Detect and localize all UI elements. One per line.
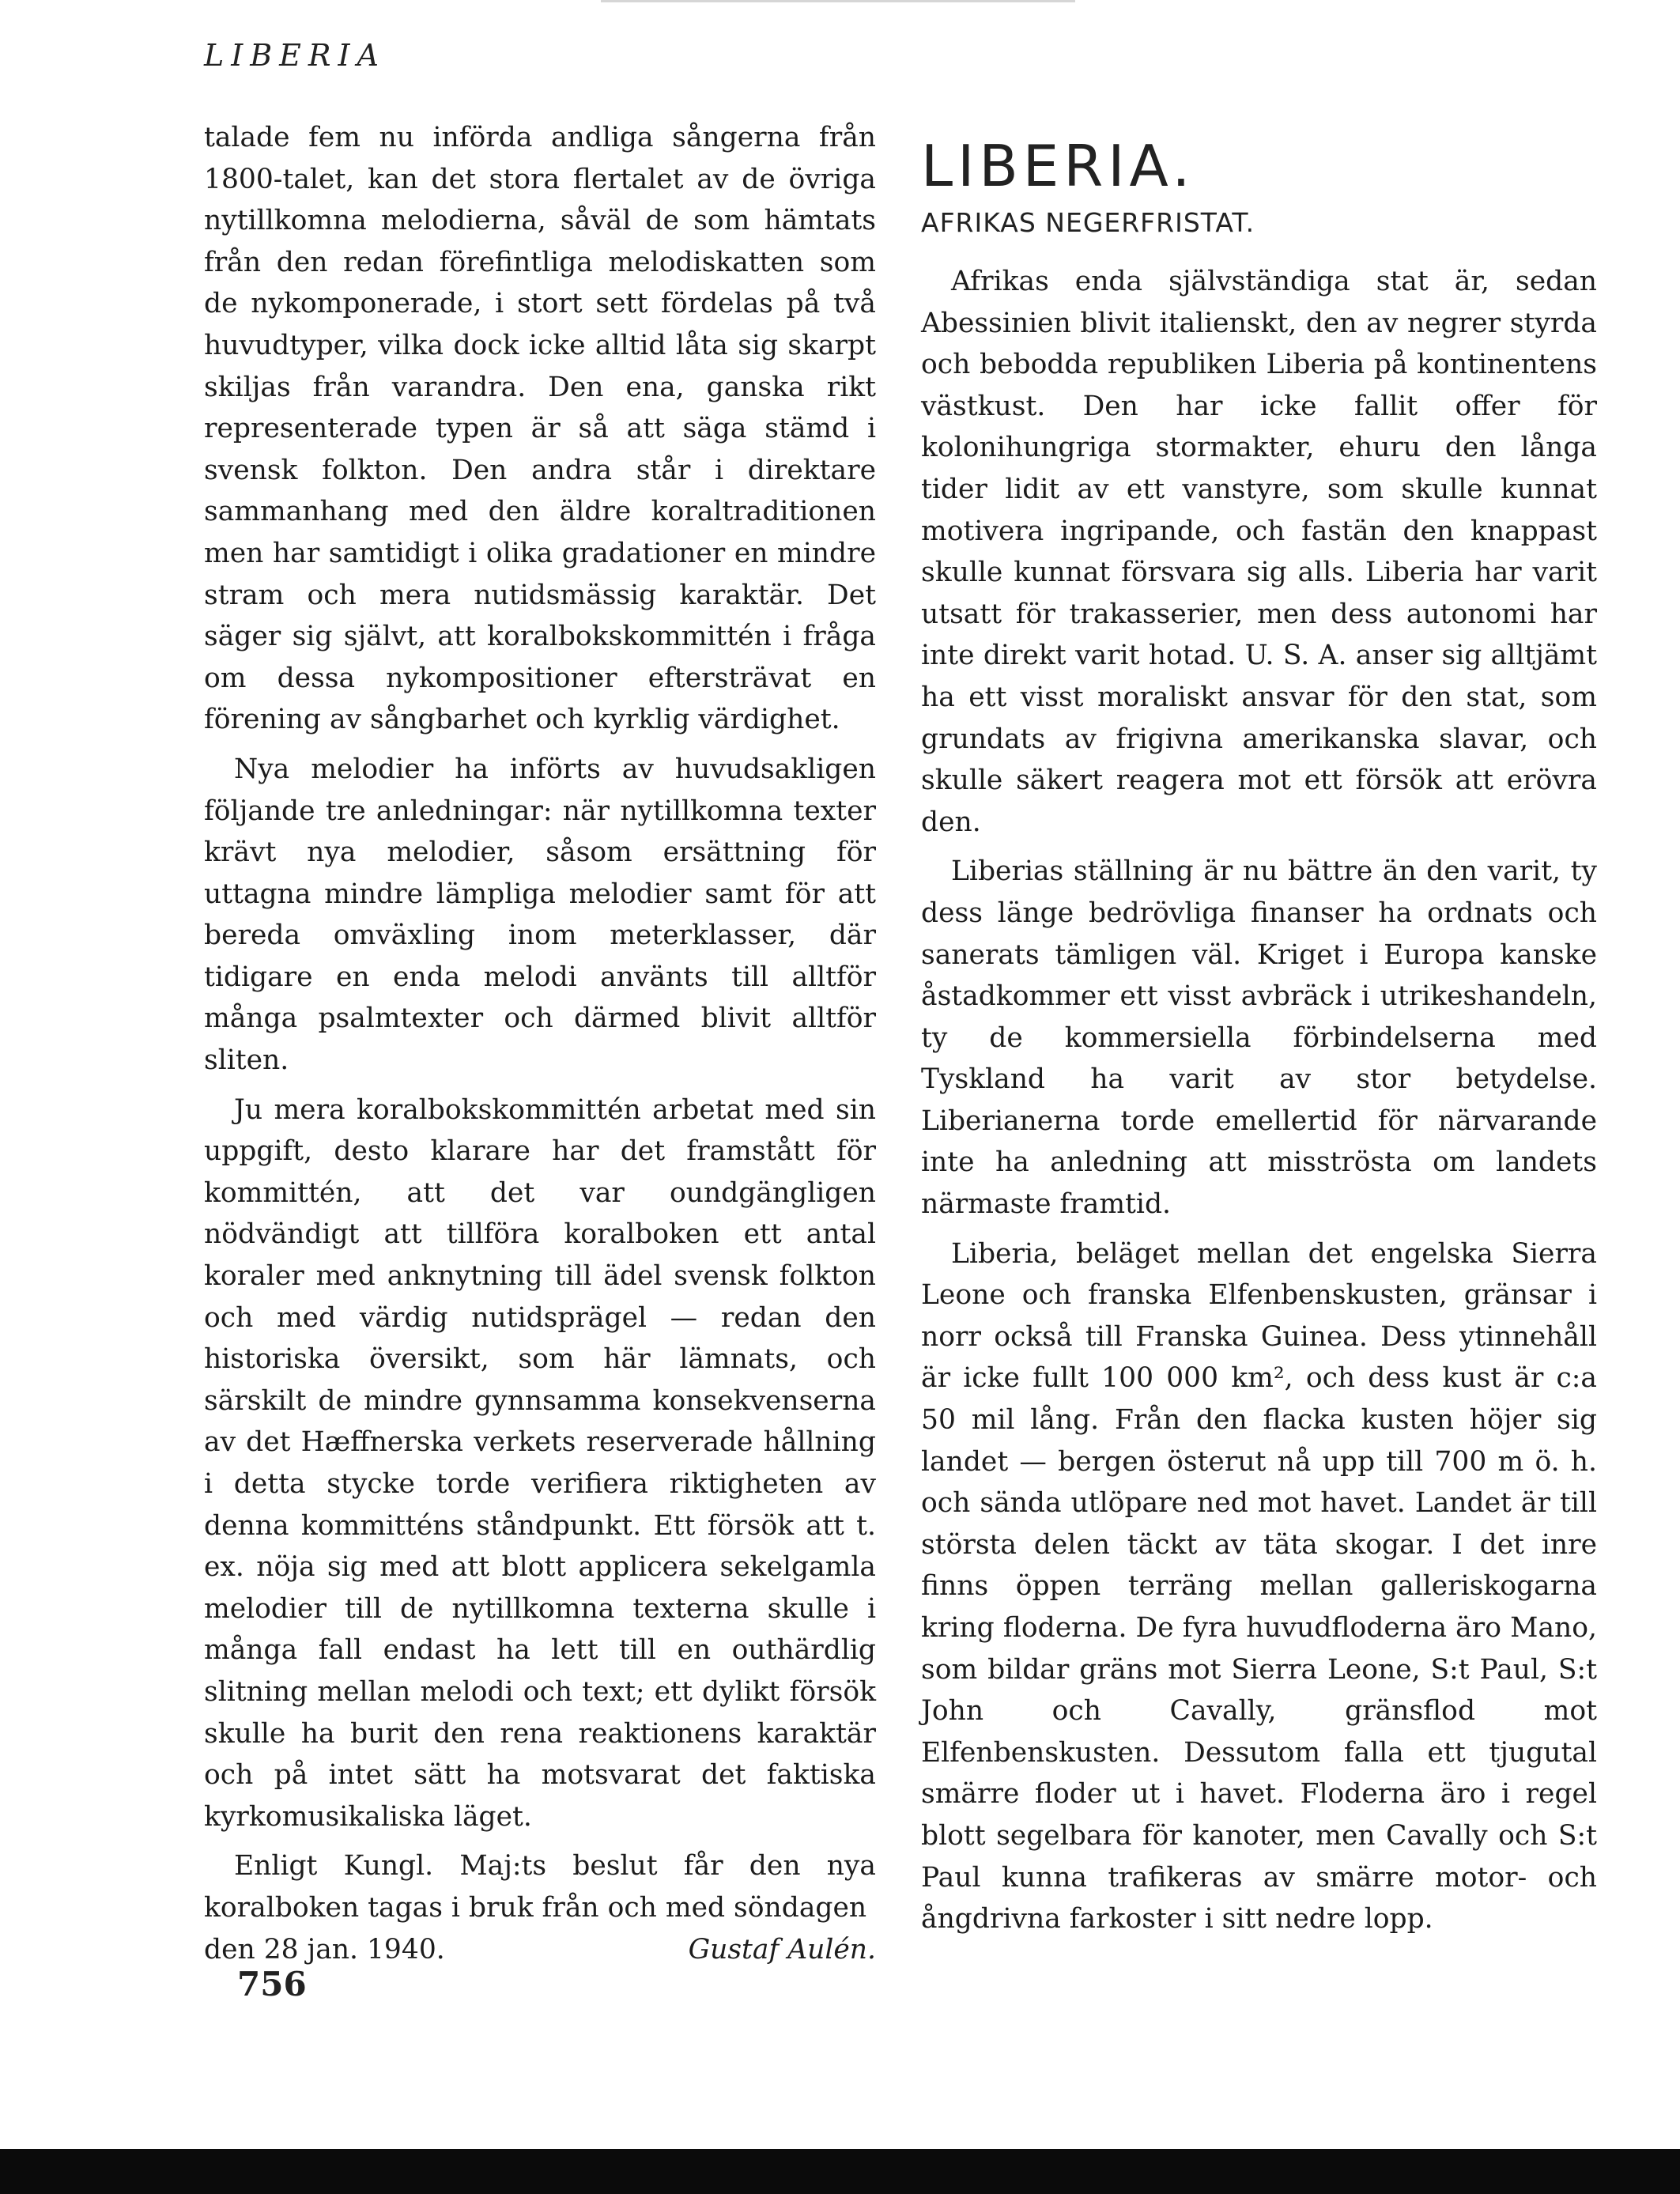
article-subtitle: AFRIKAS NEGERFRISTAT. (921, 207, 1255, 238)
closing-date: den 28 jan. 1940. (204, 1933, 445, 1966)
page-number: 756 (237, 1965, 307, 2003)
left-paragraph-4-text: Enligt Kungl. Maj:ts beslut får den nya koralboken tagas i bruk från och med söndagen (204, 1850, 876, 1924)
left-paragraph-2: Nya melodier ha införts av huvudsakligen följande tre anledningar: när nytillkomna texter krävt nya melodier, såsom ersättning för uttagna mindre lämpliga melodier samt för att bereda omväxling inom meterklasser, där tidigare en enda melodi använts till alltför många psalmtexter och därmed blivit alltför sliten. (204, 753, 876, 1077)
left-paragraph-3: Ju mera koralbokskommittén arbetat med sin uppgift, desto klarare har det framstått för kommittén, att det var oundgängligen nödvändigt att tillföra koralboken ett antal koraler med anknytning till ädel svensk folkton och med värdig nutidsprägel — redan den historiska översikt, som här lämnats, och särskilt de mindre gynnsamma konsekvenserna av det Hæffnerska verkets reserverade hållning i detta stycke torde verifiera riktigheten av denna kommitténs ståndpunkt. Ett försök att t. ex. nöja sig med att blott applicera sekelgamla melodier till de nytillkomna texterna skulle i många fall endast ha lett till en outhärdlig slitning mellan melodi och text; ett dylikt försök skulle ha burit den rena reaktionens karaktär och på intet sätt ha motsvarat det faktiska kyrkomusikaliska läget. (204, 1093, 876, 1833)
author-signature: Gustaf Aulén. (688, 1933, 876, 1966)
scan-top-edge (601, 0, 1075, 2)
scan-bottom-band (0, 2149, 1680, 2194)
left-column (204, 117, 876, 1970)
right-paragraph-3: Liberia, beläget mellan det engelska Sierra Leone och franska Elfenbenskusten, gränsar i norr också till Franska Guinea. Dess ytinnehåll är icke fullt 100 000 km², och dess kust är c:a 50 mil lång. Från den flacka kusten höjer sig landet — bergen österut nå upp till 700 m ö. h. och sända utlöpare ned mot havet. Landet är till största delen täckt av täta skogar. I det inre finns öppen terräng mellan galleriskogarna kring floderna. De fyra huvudfloderna äro Mano, som bildar gräns mot Sierra Leone, S:t Paul, S:t John och Cavally, gränsflod mot Elfenbenskusten. Dessutom falla ett tjugutal smärre floder ut i havet. Floderna äro i regel blott segelbara för kanoter, men Cavally och S:t Paul kunna trafikeras av smärre motor- och ångdrivna farkoster i sitt nedre lopp. (921, 1237, 1597, 1935)
article-title: LIBERIA. (921, 133, 1195, 199)
right-column (921, 117, 1597, 1948)
right-paragraph-2: Liberias ställning är nu bättre än den varit, ty dess länge bedrövliga finanser ha ordnats och sanerats tämligen väl. Kriget i Europa kanske åstadkommer ett visst avbräck i utrikeshandeln, ty de kommersiella förbindelserna med Tyskland ha varit av stor betydelse. Liberianerna torde emellertid för närvarande inte ha anledning att misströsta om landets närmaste framtid. (921, 855, 1597, 1221)
left-paragraph-1: talade fem nu införda andliga sångerna från 1800-talet, kan det stora flertalet av de övriga nytillkomna melodierna, såväl de som hämtats från den redan förefintliga melodiskatten som de nykomponerade, i stort sett fördelas på två huvudtyper, vilka dock icke alltid låta sig skarpt skiljas från varandra. Den ena, ganska rikt representerade typen är så att säga stämd i svensk folkton. Den andra står i direktare sammanhang med den äldre koraltraditionen men har samtidigt i olika gradationer en mindre stram och mera nutidsmässig karaktär. Det säger sig självt, att koralbokskommittén i fråga om dessa nykompositioner eftersträvat en förening av sångbarhet och kyrklig värdighet. (204, 122, 876, 736)
right-paragraph-1: Afrikas enda självständiga stat är, sedan Abessinien blivit italienskt, den av negrer styrda och bebodda republiken Liberia på kontinentens västkust. Den har icke fallit offer för kolonihungriga stormakter, ehuru den långa tider lidit av ett vanstyre, som skulle kunnat motivera ingripande, och fastän den knappast skulle kunnat försvara sig alls. Liberia har varit utsatt för trakasserier, men dess autonomi har inte direkt varit hotad. U. S. A. anser sig alltjämt ha ett visst moraliskt ansvar för den stat, som grundats av frigivna amerikanska slavar, och skulle säkert reagera mot ett försök att erövra den. (921, 266, 1597, 838)
left-paragraph-4 (204, 1845, 876, 1928)
running-head: LIBERIA (204, 38, 386, 73)
